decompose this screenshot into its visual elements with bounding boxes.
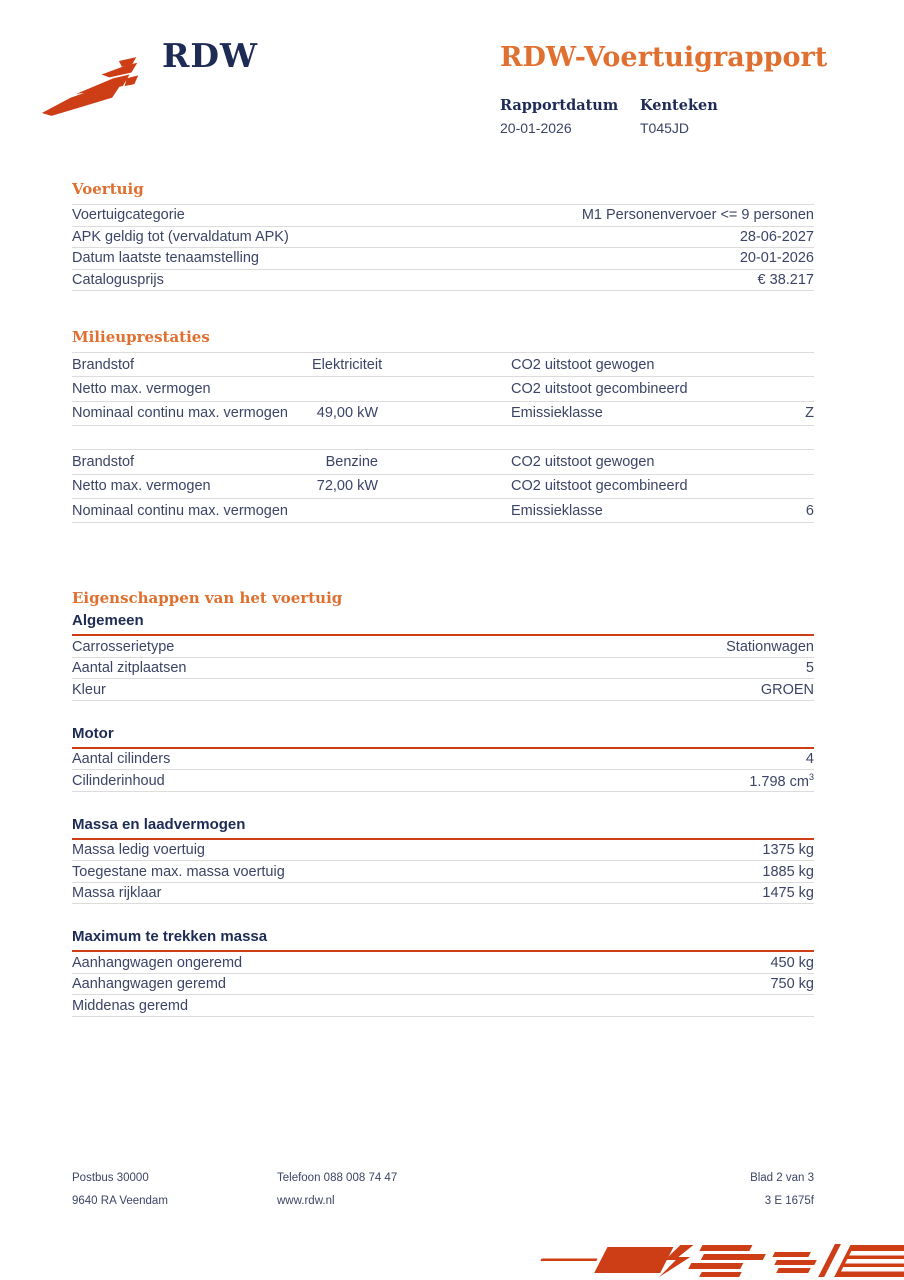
report-meta bbox=[500, 97, 780, 136]
row-label: APK geldig tot (vervaldatum APK) bbox=[72, 228, 289, 245]
footer-website: www.rdw.nl bbox=[277, 1195, 335, 1207]
table-row bbox=[72, 679, 814, 701]
table-row bbox=[72, 883, 814, 905]
table-row bbox=[72, 248, 814, 270]
table-row bbox=[72, 353, 814, 377]
row-label: Aanhangwagen geremd bbox=[72, 976, 226, 993]
row-label: Brandstof bbox=[72, 453, 135, 470]
row-value: 1375 kg bbox=[762, 842, 814, 859]
row-value: 5 bbox=[805, 660, 814, 677]
footer-contact bbox=[277, 1172, 654, 1218]
row-value: GROEN bbox=[760, 681, 814, 698]
cylinder-capacity-value: 1.798 cm bbox=[749, 773, 809, 790]
report-date-value: 20-01-2026 bbox=[500, 120, 572, 136]
milieu-table-elektriciteit bbox=[72, 352, 814, 426]
row-value: Benzine bbox=[325, 453, 378, 470]
table-row bbox=[72, 402, 814, 426]
table-row bbox=[72, 749, 814, 771]
subsection-trekken-massa bbox=[72, 928, 814, 1017]
row-value: 750 kg bbox=[770, 976, 814, 993]
kenteken-value: T045JD bbox=[640, 120, 690, 136]
table-row bbox=[72, 227, 814, 249]
row-value: € 38.217 bbox=[757, 271, 814, 288]
table-row bbox=[72, 861, 814, 883]
rdw-wing-logo-icon bbox=[38, 55, 144, 119]
subsection-massa bbox=[72, 816, 814, 905]
row-label: Nominaal continu max. vermogen bbox=[72, 502, 288, 519]
table-row bbox=[72, 658, 814, 680]
kenteken-block bbox=[640, 97, 780, 136]
footer-address-line1: Postbus 30000 bbox=[72, 1172, 149, 1184]
row-value: Z bbox=[805, 405, 814, 422]
report-date-label: Rapportdatum bbox=[500, 97, 619, 114]
row-label: Emissieklasse bbox=[511, 502, 603, 519]
row-value bbox=[749, 772, 814, 790]
row-label: Aantal cilinders bbox=[72, 751, 171, 768]
row-value: 1475 kg bbox=[762, 885, 814, 902]
row-value: Stationwagen bbox=[726, 638, 814, 655]
subsection-algemeen bbox=[72, 612, 814, 701]
table-row bbox=[72, 952, 814, 974]
row-label: Catalogusprijs bbox=[72, 271, 164, 288]
row-label: Carrosserietype bbox=[72, 638, 175, 655]
table-row bbox=[72, 475, 814, 499]
section-heading-milieuprestaties: Milieuprestaties bbox=[72, 328, 210, 346]
table-row bbox=[72, 499, 814, 523]
row-label: Netto max. vermogen bbox=[72, 381, 211, 398]
row-label: Brandstof bbox=[72, 356, 135, 373]
footer-address bbox=[72, 1172, 277, 1218]
rdw-logo-text: RDW bbox=[162, 36, 259, 75]
page-title: RDW-Voertuigrapport bbox=[500, 42, 828, 73]
row-value: 450 kg bbox=[770, 954, 814, 971]
cylinder-capacity-superscript: 3 bbox=[808, 771, 814, 782]
speed-stripes-icon bbox=[518, 1242, 904, 1280]
table-row bbox=[72, 770, 814, 792]
row-value: 28-06-2027 bbox=[739, 228, 814, 245]
table-row bbox=[72, 450, 814, 474]
voertuig-table bbox=[72, 204, 814, 291]
row-value: 6 bbox=[805, 502, 814, 519]
table-row bbox=[72, 205, 814, 227]
subsection-title: Motor bbox=[72, 725, 814, 749]
row-label: Aantal zitplaatsen bbox=[72, 660, 187, 677]
row-label: Massa ledig voertuig bbox=[72, 842, 205, 859]
table-row bbox=[72, 974, 814, 996]
table-row bbox=[72, 377, 814, 401]
section-heading-voertuig: Voertuig bbox=[72, 180, 144, 198]
row-value: 4 bbox=[805, 751, 814, 768]
subsection-title: Algemeen bbox=[72, 612, 814, 636]
row-label: CO2 uitstoot gewogen bbox=[511, 453, 655, 470]
footer-page-number: Blad 2 van 3 bbox=[750, 1172, 814, 1184]
kenteken-label: Kenteken bbox=[640, 97, 718, 114]
row-label: Netto max. vermogen bbox=[72, 478, 211, 495]
row-label: Cilinderinhoud bbox=[72, 772, 165, 789]
row-value: 1885 kg bbox=[762, 863, 814, 880]
row-label: Voertuigcategorie bbox=[72, 207, 185, 224]
table-row bbox=[72, 840, 814, 862]
row-label: CO2 uitstoot gecombineerd bbox=[511, 478, 688, 495]
row-label: Middenas geremd bbox=[72, 997, 189, 1014]
row-label: Kleur bbox=[72, 681, 106, 698]
footer-page-info bbox=[654, 1172, 814, 1218]
row-value: 20-01-2026 bbox=[739, 250, 814, 267]
row-value: 72,00 kW bbox=[316, 478, 378, 495]
footer-document-code: 3 E 1675f bbox=[764, 1195, 814, 1207]
row-value: M1 Personenvervoer <= 9 personen bbox=[581, 207, 814, 224]
row-label: CO2 uitstoot gecombineerd bbox=[511, 381, 688, 398]
footer-address-line2: 9640 RA Veendam bbox=[72, 1195, 168, 1207]
row-label: Emissieklasse bbox=[511, 405, 603, 422]
table-row bbox=[72, 270, 814, 292]
footer-phone: Telefoon 088 008 74 47 bbox=[277, 1172, 398, 1184]
row-label: Aanhangwagen ongeremd bbox=[72, 954, 243, 971]
subsection-motor bbox=[72, 725, 814, 792]
row-label: Datum laatste tenaamstelling bbox=[72, 250, 259, 267]
footer-speed-stripes-graphic bbox=[518, 1242, 904, 1280]
row-value: 49,00 kW bbox=[316, 405, 378, 422]
row-label: CO2 uitstoot gewogen bbox=[511, 356, 655, 373]
row-value: Elektriciteit bbox=[312, 356, 383, 373]
row-label: Nominaal continu max. vermogen bbox=[72, 405, 288, 422]
report-date-block bbox=[500, 97, 640, 136]
page-footer bbox=[72, 1172, 814, 1218]
row-label: Toegestane max. massa voertuig bbox=[72, 863, 285, 880]
subsection-title: Maximum te trekken massa bbox=[72, 928, 814, 952]
section-heading-eigenschappen: Eigenschappen van het voertuig bbox=[72, 589, 343, 608]
row-label: Massa rijklaar bbox=[72, 885, 162, 902]
report-body bbox=[72, 181, 814, 1017]
table-row bbox=[72, 636, 814, 658]
subsection-title: Massa en laadvermogen bbox=[72, 816, 814, 840]
milieu-table-benzine bbox=[72, 449, 814, 523]
table-row bbox=[72, 995, 814, 1017]
